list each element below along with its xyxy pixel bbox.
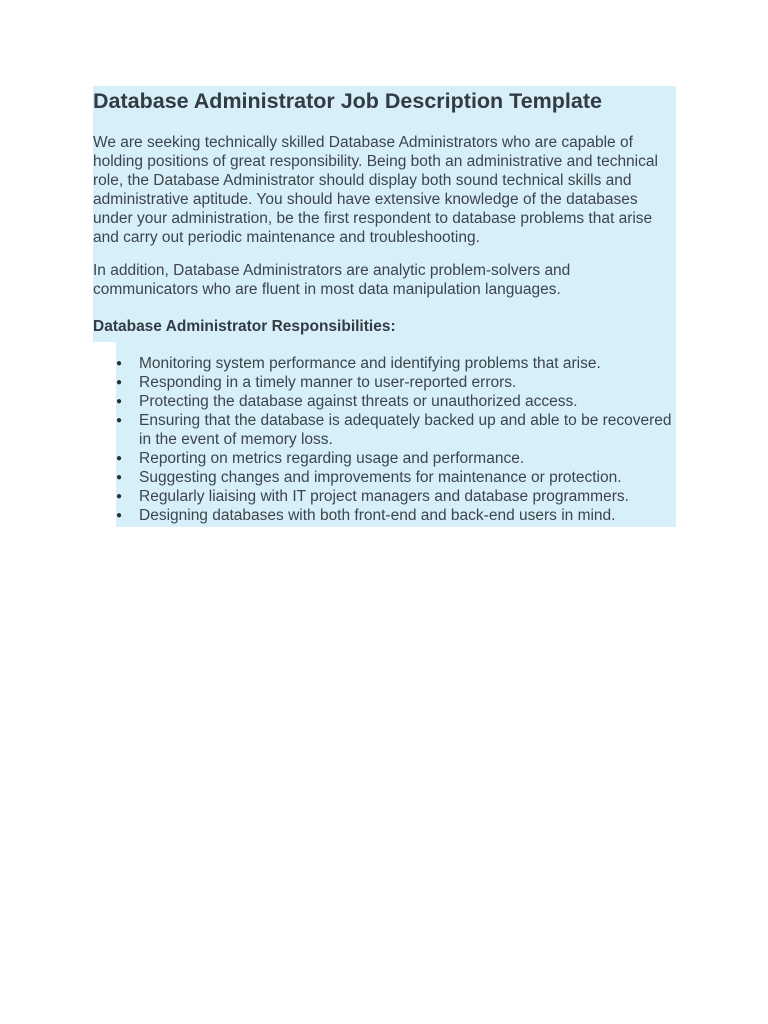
second-paragraph: In addition, Database Administrators are analytic problem-solvers and communicators who are fluent in most data manipulation languages. xyxy=(93,262,571,298)
list-item-text: Regularly liaising with IT project managers and database programmers. xyxy=(139,488,629,505)
responsibilities-list xyxy=(116,354,676,525)
list-item-text: Protecting the database against threats or unauthorized access. xyxy=(139,393,578,410)
bullet-icon: ● xyxy=(116,396,123,407)
list-top-spacing xyxy=(116,342,676,354)
list-item xyxy=(116,354,676,373)
list-item xyxy=(116,411,676,449)
document-title: Database Administrator Job Description Template xyxy=(93,89,602,113)
bullet-icon: ● xyxy=(116,377,123,388)
bullet-icon: ● xyxy=(116,510,123,521)
list-item xyxy=(116,487,676,506)
intro-paragraph: We are seeking technically skilled Database Administrators who are capable of holding positions of great responsibility. Being both an administrative and technical role, the Database Administrator should display both sound technical skills and administrative aptitude. You should have extensive knowledge of the databases under your administration, be the first respondent to database problems that arise and carry out periodic maintenance and troubleshooting. xyxy=(93,134,658,246)
bullet-icon: ● xyxy=(116,491,123,502)
bullet-icon: ● xyxy=(116,358,123,369)
bullet-icon: ● xyxy=(116,472,123,483)
responsibilities-heading: Database Administrator Responsibilities: xyxy=(93,318,396,335)
responsibilities-list-highlight xyxy=(116,342,676,527)
list-item xyxy=(116,392,676,411)
list-container xyxy=(93,342,676,527)
list-item-text: Suggesting changes and improvements for maintenance or protection. xyxy=(139,469,622,486)
list-item xyxy=(116,373,676,392)
list-item-text: Ensuring that the database is adequately backed up and able to be recovered in the event of memory loss. xyxy=(139,412,672,448)
list-item xyxy=(116,506,676,525)
document-body xyxy=(93,86,676,527)
highlighted-text-block xyxy=(93,86,676,342)
list-item xyxy=(116,449,676,468)
list-item xyxy=(116,468,676,487)
list-item-text: Designing databases with both front-end and back-end users in mind. xyxy=(139,507,616,524)
bullet-icon: ● xyxy=(116,415,123,426)
list-item-text: Responding in a timely manner to user-reported errors. xyxy=(139,374,517,391)
list-item-text: Reporting on metrics regarding usage and performance. xyxy=(139,450,525,467)
bullet-icon: ● xyxy=(116,453,123,464)
list-item-text: Monitoring system performance and identifying problems that arise. xyxy=(139,355,601,372)
